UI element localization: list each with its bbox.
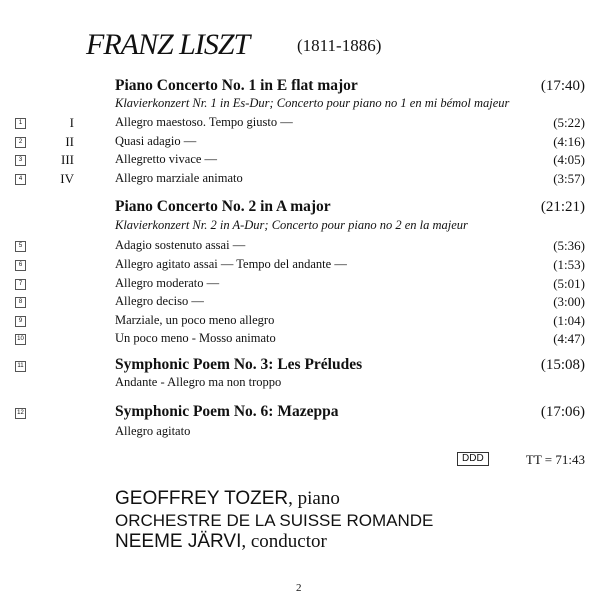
track-title: Quasi adagio — [115, 134, 197, 148]
track-number: 3 [15, 155, 26, 166]
track-number: 4 [15, 174, 26, 185]
track-number: 8 [15, 297, 26, 308]
composer-last: LISZT [179, 28, 250, 61]
composer-name [86, 28, 249, 62]
work-time: (17:06) [540, 404, 585, 420]
track-title: Un poco meno - Mosso animato [115, 331, 276, 345]
work-title: Piano Concerto No. 2 in A major [115, 198, 331, 215]
ddd-badge: DDD [457, 452, 489, 466]
movement-numeral: I [69, 115, 74, 130]
track-number: 5 [15, 241, 26, 252]
performer-role: , conductor [241, 531, 327, 552]
track-title: Allegro maestoso. Tempo giusto — [115, 115, 293, 129]
track-number: 2 [15, 137, 26, 148]
composer-dates: (1811-1886) [297, 36, 382, 55]
track-time: (3:57) [553, 171, 585, 186]
track-number: 6 [15, 260, 26, 271]
performer-orchestra [115, 511, 433, 531]
work-title: Piano Concerto No. 1 in E flat major [115, 77, 358, 94]
track-time: (3:00) [553, 294, 585, 309]
track-time: (4:47) [553, 331, 585, 346]
performer-role: , piano [288, 488, 340, 509]
track-title: Allegro deciso — [115, 294, 204, 308]
work-time: (15:08) [540, 357, 585, 373]
movement-numeral: III [61, 152, 74, 167]
track-time: (4:05) [553, 152, 585, 167]
track-number: 1 [15, 118, 26, 129]
work-title: Symphonic Poem No. 6: Mazeppa [115, 403, 339, 420]
performer-name: NEEME JÄRVI [115, 531, 242, 552]
track-title: Marziale, un poco meno allegro [115, 313, 275, 327]
performer-name: GEOFFREY TOZER [115, 488, 289, 509]
track-title: Adagio sostenuto assai — [115, 238, 246, 252]
work-title: Symphonic Poem No. 3: Les Préludes [115, 356, 363, 373]
work-subtitle: Klavierkonzert Nr. 1 in Es-Dur; Concerto pour piano no 1 en mi bémol majeur [115, 96, 510, 110]
performer-conductor [115, 531, 327, 553]
composer-first: FRANZ [86, 28, 173, 61]
track-title: Allegro agitato assai — Tempo del andante — [115, 257, 347, 271]
track-number: 11 [15, 361, 26, 372]
track-title: Allegretto vivace — [115, 152, 218, 166]
track-time: (1:04) [553, 313, 585, 328]
total-time: TT = 71:43 [525, 452, 585, 467]
work-time: (17:40) [540, 78, 585, 94]
track-time: (5:36) [553, 238, 585, 253]
track-number: 10 [15, 334, 26, 345]
track-time: (4:16) [553, 134, 585, 149]
track-number: 7 [15, 279, 26, 290]
track-title: Allegro moderato — [115, 276, 220, 290]
work-tempo: Andante - Allegro ma non troppo [115, 375, 282, 389]
track-time: (5:22) [553, 115, 585, 130]
performer-soloist [115, 488, 340, 510]
work-subtitle: Klavierkonzert Nr. 2 in A-Dur; Concerto pour piano no 2 en la majeur [115, 218, 468, 232]
movement-numeral: II [65, 134, 74, 149]
movement-numeral: IV [60, 171, 74, 186]
performer-name: ORCHESTRE DE LA SUISSE ROMANDE [115, 511, 434, 530]
work-time: (21:21) [540, 199, 585, 215]
track-time: (1:53) [553, 257, 585, 272]
track-number: 9 [15, 316, 26, 327]
track-number: 12 [15, 408, 26, 419]
track-title: Allegro marziale animato [115, 171, 243, 185]
work-tempo: Allegro agitato [115, 424, 191, 438]
track-time: (5:01) [553, 276, 585, 291]
page-number: 2 [296, 582, 302, 594]
